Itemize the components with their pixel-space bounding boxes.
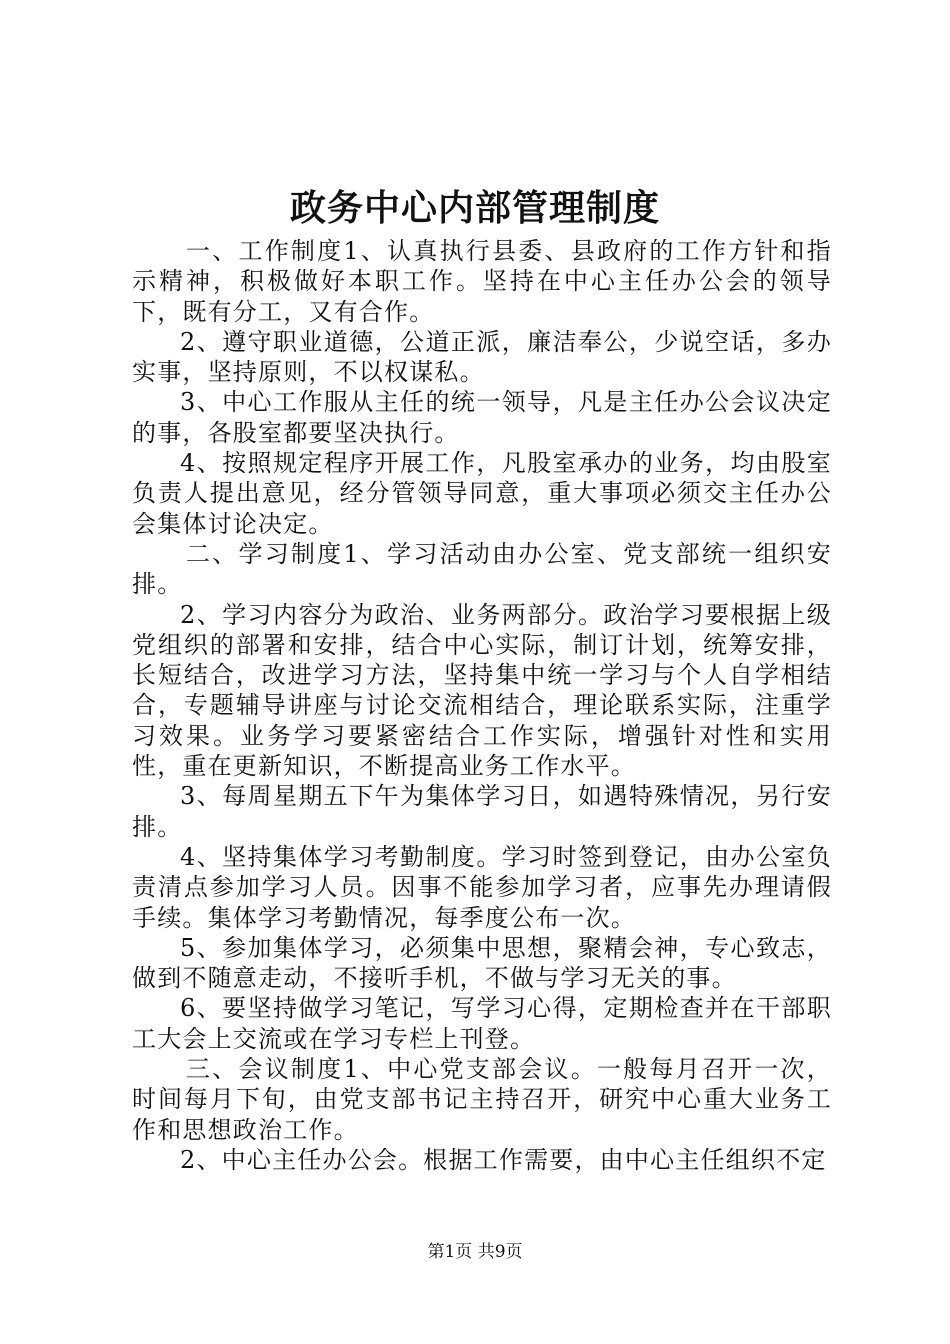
paragraph-study-system-6: 6、要坚持做学习笔记，写学习心得，定期检查并在干部职工大会上交流或在学习专栏上刊登。 — [132, 994, 832, 1053]
paragraph-meeting-system-2: 2、中心主任办公会。根据工作需要，由中心主任组织不定 — [180, 1145, 827, 1174]
paragraph-study-system-1: 二、学习制度1、学习活动由办公室、党支部统一组织安排。 — [132, 539, 832, 599]
document-title: 政务中心内部管理制度 — [289, 187, 660, 229]
page-number-footer: 第1页 共9页 — [427, 1242, 523, 1262]
paragraph-study-system-4: 4、坚持集体学习考勤制度。学习时签到登记，由办公室负责清点参加学习人员。因事不能参加学习者，应事先办理请假手续。集体学习考勤情况，每季度公布一次。 — [132, 842, 832, 932]
paragraph-work-system-2: 2、遵守职业道德，公道正派，廉洁奉公，少说空话，多办实事，坚持原则，不以权谋私。 — [132, 327, 832, 387]
paragraph-work-system-4: 4、按照规定程序开展工作，凡股室承办的业务，均由股室负责人提出意见，经分管领导同意，重大事项必须交主任办公会集体讨论决定。 — [132, 449, 832, 538]
paragraph-study-system-2: 2、学习内容分为政治、业务两部分。政治学习要根据上级党组织的部署和安排，结合中心实际，制订计划，统筹安排，长短结合，改进学习方法，坚持集中统一学习与个人自学相结合，专题辅导讲座与讨论交流相结合，理论联系实际，注重学习效果。业务学习要紧密结合工作实际，增强针对性和实用性，重在更新知识，不断提高业务工作水平。 — [132, 600, 832, 781]
paragraph-work-system-3: 3、中心工作服从主任的统一领导，凡是主任办公会议决定的事，各股室都要坚决执行。 — [132, 388, 832, 447]
paragraph-study-system-5: 5、参加集体学习，必须集中思想，聚精会神，专心致志，做到不随意走动，不接听手机，不做与学习无关的事。 — [132, 933, 832, 993]
paragraph-work-system-1: 一、工作制度1、认真执行县委、县政府的工作方针和指示精神，积极做好本职工作。坚持在中心主任办公会的领导下，既有分工，又有合作。 — [132, 237, 832, 326]
paragraph-study-system-3: 3、每周星期五下午为集体学习日，如遇特殊情况，另行安排。 — [132, 782, 832, 841]
document-body — [132, 236, 832, 1175]
paragraph-meeting-system-1: 三、会议制度1、中心党支部会议。一般每月召开一次，时间每月下旬，由党支部书记主持召开，研究中心重大业务工作和思想政治工作。 — [132, 1055, 832, 1144]
